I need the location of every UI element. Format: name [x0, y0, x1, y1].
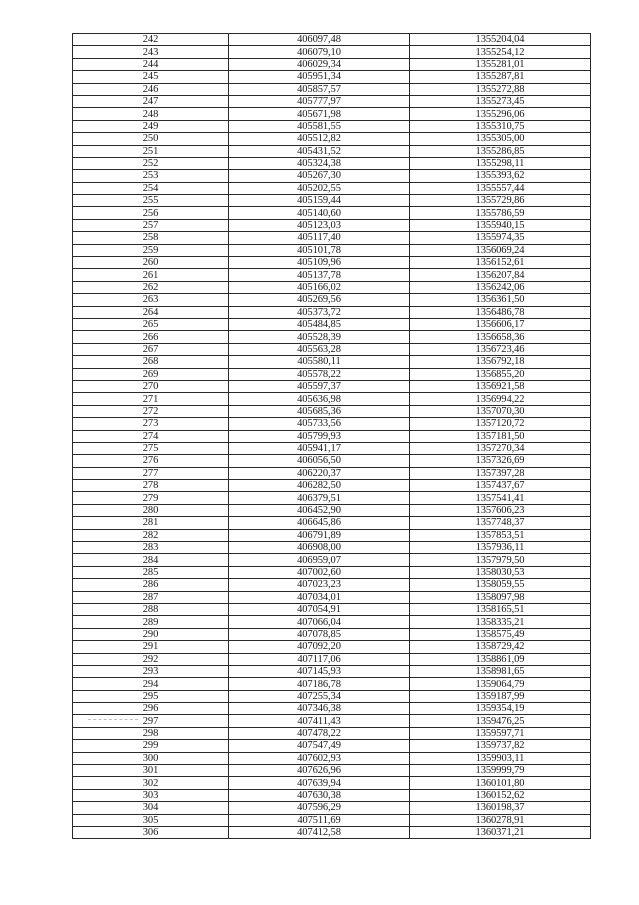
table-row	[73, 628, 591, 640]
y-coordinate-cell: 1357070,30	[410, 405, 591, 417]
table-row	[73, 418, 591, 430]
point-number-cell: 302	[73, 777, 229, 789]
point-number-cell: 266	[73, 331, 229, 343]
x-coordinate-cell: 407346,38	[229, 703, 410, 715]
point-number-cell: 280	[73, 504, 229, 516]
x-coordinate-cell: 407145,93	[229, 665, 410, 677]
y-coordinate-cell: 1355305,00	[410, 133, 591, 145]
table-row	[73, 752, 591, 764]
y-coordinate-cell: 1357979,50	[410, 554, 591, 566]
x-coordinate-cell: 405431,52	[229, 145, 410, 157]
y-coordinate-cell: 1359903,11	[410, 752, 591, 764]
x-coordinate-cell: 405324,38	[229, 157, 410, 169]
y-coordinate-cell: 1356792,18	[410, 356, 591, 368]
table-row	[73, 306, 591, 318]
x-coordinate-cell: 405671,98	[229, 108, 410, 120]
y-coordinate-cell: 1359187,99	[410, 690, 591, 702]
table-row	[73, 58, 591, 70]
x-coordinate-cell: 406791,89	[229, 529, 410, 541]
y-coordinate-cell: 1360198,37	[410, 802, 591, 814]
y-coordinate-cell: 1358030,53	[410, 566, 591, 578]
x-coordinate-cell: 406908,00	[229, 542, 410, 554]
table-row	[73, 219, 591, 231]
point-number-cell: 291	[73, 641, 229, 653]
point-number-cell: 271	[73, 393, 229, 405]
y-coordinate-cell: 1355310,75	[410, 120, 591, 132]
point-number-cell: 258	[73, 232, 229, 244]
x-coordinate-cell: 407023,23	[229, 579, 410, 591]
point-number-cell: 275	[73, 442, 229, 454]
x-coordinate-cell: 407054,91	[229, 603, 410, 615]
y-coordinate-cell: 1355281,01	[410, 58, 591, 70]
point-number-cell: 305	[73, 814, 229, 826]
table-row	[73, 157, 591, 169]
point-number-cell: 254	[73, 182, 229, 194]
table-row	[73, 257, 591, 269]
table-row	[73, 641, 591, 653]
point-number-cell: 281	[73, 517, 229, 529]
x-coordinate-cell: 405597,37	[229, 380, 410, 392]
point-number-cell: 256	[73, 207, 229, 219]
table-row	[73, 653, 591, 665]
table-row	[73, 442, 591, 454]
point-number-cell: 283	[73, 542, 229, 554]
table-row	[73, 133, 591, 145]
table-row	[73, 740, 591, 752]
table-row	[73, 170, 591, 182]
point-number-cell: 299	[73, 740, 229, 752]
table-row	[73, 566, 591, 578]
x-coordinate-cell: 407255,34	[229, 690, 410, 702]
point-number-cell: 303	[73, 789, 229, 801]
x-coordinate-cell: 405777,97	[229, 95, 410, 107]
table-row	[73, 827, 591, 839]
x-coordinate-cell: 407092,20	[229, 641, 410, 653]
y-coordinate-cell: 1355557,44	[410, 182, 591, 194]
point-number-cell: 265	[73, 318, 229, 330]
y-coordinate-cell: 1355729,86	[410, 195, 591, 207]
point-number-cell: 287	[73, 591, 229, 603]
point-number-cell: 301	[73, 765, 229, 777]
table-row	[73, 34, 591, 46]
x-coordinate-cell: 406097,48	[229, 34, 410, 46]
y-coordinate-cell: 1355272,88	[410, 83, 591, 95]
table-row	[73, 380, 591, 392]
y-coordinate-cell: 1355298,11	[410, 157, 591, 169]
y-coordinate-cell: 1360152,62	[410, 789, 591, 801]
x-coordinate-cell: 405528,39	[229, 331, 410, 343]
x-coordinate-cell: 405117,40	[229, 232, 410, 244]
point-number-cell: 284	[73, 554, 229, 566]
y-coordinate-cell: 1360371,21	[410, 827, 591, 839]
table-row	[73, 269, 591, 281]
y-coordinate-cell: 1357437,67	[410, 480, 591, 492]
x-coordinate-cell: 406220,37	[229, 467, 410, 479]
table-row	[73, 46, 591, 58]
point-number-cell: 273	[73, 418, 229, 430]
y-coordinate-cell: 1356361,50	[410, 294, 591, 306]
point-number-cell: 248	[73, 108, 229, 120]
table-row	[73, 95, 591, 107]
point-number-cell: 296	[73, 703, 229, 715]
x-coordinate-cell: 407639,94	[229, 777, 410, 789]
table-row	[73, 678, 591, 690]
x-coordinate-cell: 407034,01	[229, 591, 410, 603]
point-number-cell: 259	[73, 244, 229, 256]
point-number-cell: 270	[73, 380, 229, 392]
x-coordinate-cell: 405267,30	[229, 170, 410, 182]
x-coordinate-cell: 405159,44	[229, 195, 410, 207]
y-coordinate-cell: 1355286,85	[410, 145, 591, 157]
point-number-cell: 293	[73, 665, 229, 677]
point-number-cell: 247	[73, 95, 229, 107]
point-number-cell: 257	[73, 219, 229, 231]
x-coordinate-cell: 407186,78	[229, 678, 410, 690]
x-coordinate-cell: 405137,78	[229, 269, 410, 281]
point-number-cell: 282	[73, 529, 229, 541]
coordinates-table	[72, 33, 591, 839]
y-coordinate-cell: 1355287,81	[410, 71, 591, 83]
x-coordinate-cell: 405123,03	[229, 219, 410, 231]
point-number-cell: 288	[73, 603, 229, 615]
y-coordinate-cell: 1355940,15	[410, 219, 591, 231]
y-coordinate-cell: 1356486,78	[410, 306, 591, 318]
x-coordinate-cell: 405951,34	[229, 71, 410, 83]
x-coordinate-cell: 405269,56	[229, 294, 410, 306]
y-coordinate-cell: 1357326,69	[410, 455, 591, 467]
table-row	[73, 455, 591, 467]
table-row	[73, 356, 591, 368]
point-number-cell: 292	[73, 653, 229, 665]
x-coordinate-cell: 406056,50	[229, 455, 410, 467]
point-number-cell: 249	[73, 120, 229, 132]
point-number-cell: 267	[73, 343, 229, 355]
point-number-cell: 255	[73, 195, 229, 207]
y-coordinate-cell: 1356606,17	[410, 318, 591, 330]
y-coordinate-cell: 1358059,55	[410, 579, 591, 591]
x-coordinate-cell: 405140,60	[229, 207, 410, 219]
table-row	[73, 182, 591, 194]
x-coordinate-cell: 405636,98	[229, 393, 410, 405]
x-coordinate-cell: 406282,50	[229, 480, 410, 492]
table-row	[73, 789, 591, 801]
x-coordinate-cell: 405733,56	[229, 418, 410, 430]
x-coordinate-cell: 405580,11	[229, 356, 410, 368]
x-coordinate-cell: 407002,60	[229, 566, 410, 578]
table-row	[73, 703, 591, 715]
x-coordinate-cell: 405101,78	[229, 244, 410, 256]
table-row	[73, 554, 591, 566]
table-row	[73, 405, 591, 417]
x-coordinate-cell: 405109,96	[229, 257, 410, 269]
point-number-cell: 279	[73, 492, 229, 504]
x-coordinate-cell: 406959,07	[229, 554, 410, 566]
table-row	[73, 480, 591, 492]
y-coordinate-cell: 1357936,11	[410, 542, 591, 554]
point-number-cell: 250	[73, 133, 229, 145]
x-coordinate-cell: 407412,58	[229, 827, 410, 839]
point-number-cell: 242	[73, 34, 229, 46]
y-coordinate-cell: 1356994,22	[410, 393, 591, 405]
y-coordinate-cell: 1355393,62	[410, 170, 591, 182]
point-number-cell: 295	[73, 690, 229, 702]
x-coordinate-cell: 405581,55	[229, 120, 410, 132]
y-coordinate-cell: 1357270,34	[410, 442, 591, 454]
y-coordinate-cell: 1358165,51	[410, 603, 591, 615]
y-coordinate-cell: 1356658,36	[410, 331, 591, 343]
point-number-cell: 274	[73, 430, 229, 442]
x-coordinate-cell: 407078,85	[229, 628, 410, 640]
y-coordinate-cell: 1355786,59	[410, 207, 591, 219]
x-coordinate-cell: 406029,34	[229, 58, 410, 70]
y-coordinate-cell: 1359597,71	[410, 727, 591, 739]
table-row	[73, 343, 591, 355]
x-coordinate-cell: 406379,51	[229, 492, 410, 504]
point-number-cell: 306	[73, 827, 229, 839]
table-row	[73, 71, 591, 83]
coordinates-table-body	[73, 34, 591, 839]
y-coordinate-cell: 1358981,65	[410, 665, 591, 677]
table-row	[73, 715, 591, 727]
x-coordinate-cell: 407478,22	[229, 727, 410, 739]
y-coordinate-cell: 1356207,84	[410, 269, 591, 281]
x-coordinate-cell: 405373,72	[229, 306, 410, 318]
table-row	[73, 120, 591, 132]
point-number-cell: 272	[73, 405, 229, 417]
table-row	[73, 318, 591, 330]
table-row	[73, 616, 591, 628]
x-coordinate-cell: 407596,29	[229, 802, 410, 814]
table-row	[73, 529, 591, 541]
table-row	[73, 802, 591, 814]
x-coordinate-cell: 405202,55	[229, 182, 410, 194]
point-number-cell: 245	[73, 71, 229, 83]
point-number-cell: 243	[73, 46, 229, 58]
y-coordinate-cell: 1357748,37	[410, 517, 591, 529]
y-coordinate-cell: 1360101,80	[410, 777, 591, 789]
x-coordinate-cell: 405685,36	[229, 405, 410, 417]
y-coordinate-cell: 1359476,25	[410, 715, 591, 727]
x-coordinate-cell: 406645,86	[229, 517, 410, 529]
y-coordinate-cell: 1359737,82	[410, 740, 591, 752]
y-coordinate-cell: 1355974,35	[410, 232, 591, 244]
y-coordinate-cell: 1358575,49	[410, 628, 591, 640]
table-row	[73, 504, 591, 516]
x-coordinate-cell: 407411,43	[229, 715, 410, 727]
y-coordinate-cell: 1355204,04	[410, 34, 591, 46]
y-coordinate-cell: 1356152,61	[410, 257, 591, 269]
table-row	[73, 814, 591, 826]
table-row	[73, 145, 591, 157]
point-number-cell: 278	[73, 480, 229, 492]
table-row	[73, 579, 591, 591]
point-number-cell: 244	[73, 58, 229, 70]
table-row	[73, 331, 591, 343]
y-coordinate-cell: 1357853,51	[410, 529, 591, 541]
table-row	[73, 542, 591, 554]
point-number-cell: 264	[73, 306, 229, 318]
point-number-cell: 300	[73, 752, 229, 764]
x-coordinate-cell: 406452,90	[229, 504, 410, 516]
table-row	[73, 665, 591, 677]
x-coordinate-cell: 405799,93	[229, 430, 410, 442]
y-coordinate-cell: 1360278,91	[410, 814, 591, 826]
point-number-cell: 277	[73, 467, 229, 479]
x-coordinate-cell: 407626,96	[229, 765, 410, 777]
y-coordinate-cell: 1356069,24	[410, 244, 591, 256]
table-row	[73, 393, 591, 405]
table-row	[73, 727, 591, 739]
y-coordinate-cell: 1358861,09	[410, 653, 591, 665]
table-row	[73, 517, 591, 529]
y-coordinate-cell: 1358097,98	[410, 591, 591, 603]
table-row	[73, 232, 591, 244]
x-coordinate-cell: 405512,82	[229, 133, 410, 145]
point-number-cell: 268	[73, 356, 229, 368]
point-number-cell: 246	[73, 83, 229, 95]
y-coordinate-cell: 1358729,42	[410, 641, 591, 653]
point-number-cell: 285	[73, 566, 229, 578]
x-coordinate-cell: 407547,49	[229, 740, 410, 752]
point-number-cell: 297	[73, 715, 229, 727]
x-coordinate-cell: 405563,28	[229, 343, 410, 355]
table-row	[73, 195, 591, 207]
y-coordinate-cell: 1359999,79	[410, 765, 591, 777]
table-row	[73, 368, 591, 380]
y-coordinate-cell: 1358335,21	[410, 616, 591, 628]
y-coordinate-cell: 1355254,12	[410, 46, 591, 58]
point-number-cell: 304	[73, 802, 229, 814]
table-row	[73, 294, 591, 306]
x-coordinate-cell: 407630,38	[229, 789, 410, 801]
point-number-cell: 286	[73, 579, 229, 591]
point-number-cell: 290	[73, 628, 229, 640]
y-coordinate-cell: 1355273,45	[410, 95, 591, 107]
x-coordinate-cell: 405484,85	[229, 318, 410, 330]
y-coordinate-cell: 1359064,79	[410, 678, 591, 690]
y-coordinate-cell: 1359354,19	[410, 703, 591, 715]
table-row	[73, 591, 591, 603]
x-coordinate-cell: 405857,57	[229, 83, 410, 95]
table-row	[73, 603, 591, 615]
table-row	[73, 690, 591, 702]
point-number-cell: 261	[73, 269, 229, 281]
point-number-cell: 252	[73, 157, 229, 169]
point-number-cell: 251	[73, 145, 229, 157]
x-coordinate-cell: 407602,93	[229, 752, 410, 764]
point-number-cell: 276	[73, 455, 229, 467]
y-coordinate-cell: 1357397,28	[410, 467, 591, 479]
y-coordinate-cell: 1355296,06	[410, 108, 591, 120]
x-coordinate-cell: 406079,10	[229, 46, 410, 58]
x-coordinate-cell: 407511,69	[229, 814, 410, 826]
x-coordinate-cell: 407066,04	[229, 616, 410, 628]
point-number-cell: 289	[73, 616, 229, 628]
y-coordinate-cell: 1357606,23	[410, 504, 591, 516]
table-row	[73, 467, 591, 479]
table-row	[73, 765, 591, 777]
point-number-cell: 294	[73, 678, 229, 690]
x-coordinate-cell: 405578,22	[229, 368, 410, 380]
y-coordinate-cell: 1357120,72	[410, 418, 591, 430]
y-coordinate-cell: 1356242,06	[410, 281, 591, 293]
point-number-cell: 298	[73, 727, 229, 739]
x-coordinate-cell: 405941,17	[229, 442, 410, 454]
point-number-cell: 262	[73, 281, 229, 293]
table-row	[73, 83, 591, 95]
y-coordinate-cell: 1356921,58	[410, 380, 591, 392]
point-number-cell: 263	[73, 294, 229, 306]
table-row	[73, 430, 591, 442]
y-coordinate-cell: 1357541,41	[410, 492, 591, 504]
table-row	[73, 492, 591, 504]
table-row	[73, 281, 591, 293]
y-coordinate-cell: 1356855,20	[410, 368, 591, 380]
table-row	[73, 207, 591, 219]
point-number-cell: 253	[73, 170, 229, 182]
point-number-cell: 260	[73, 257, 229, 269]
x-coordinate-cell: 407117,06	[229, 653, 410, 665]
point-number-cell: 269	[73, 368, 229, 380]
x-coordinate-cell: 405166,02	[229, 281, 410, 293]
y-coordinate-cell: 1356723,46	[410, 343, 591, 355]
table-row	[73, 244, 591, 256]
table-row	[73, 777, 591, 789]
table-row	[73, 108, 591, 120]
y-coordinate-cell: 1357181,50	[410, 430, 591, 442]
